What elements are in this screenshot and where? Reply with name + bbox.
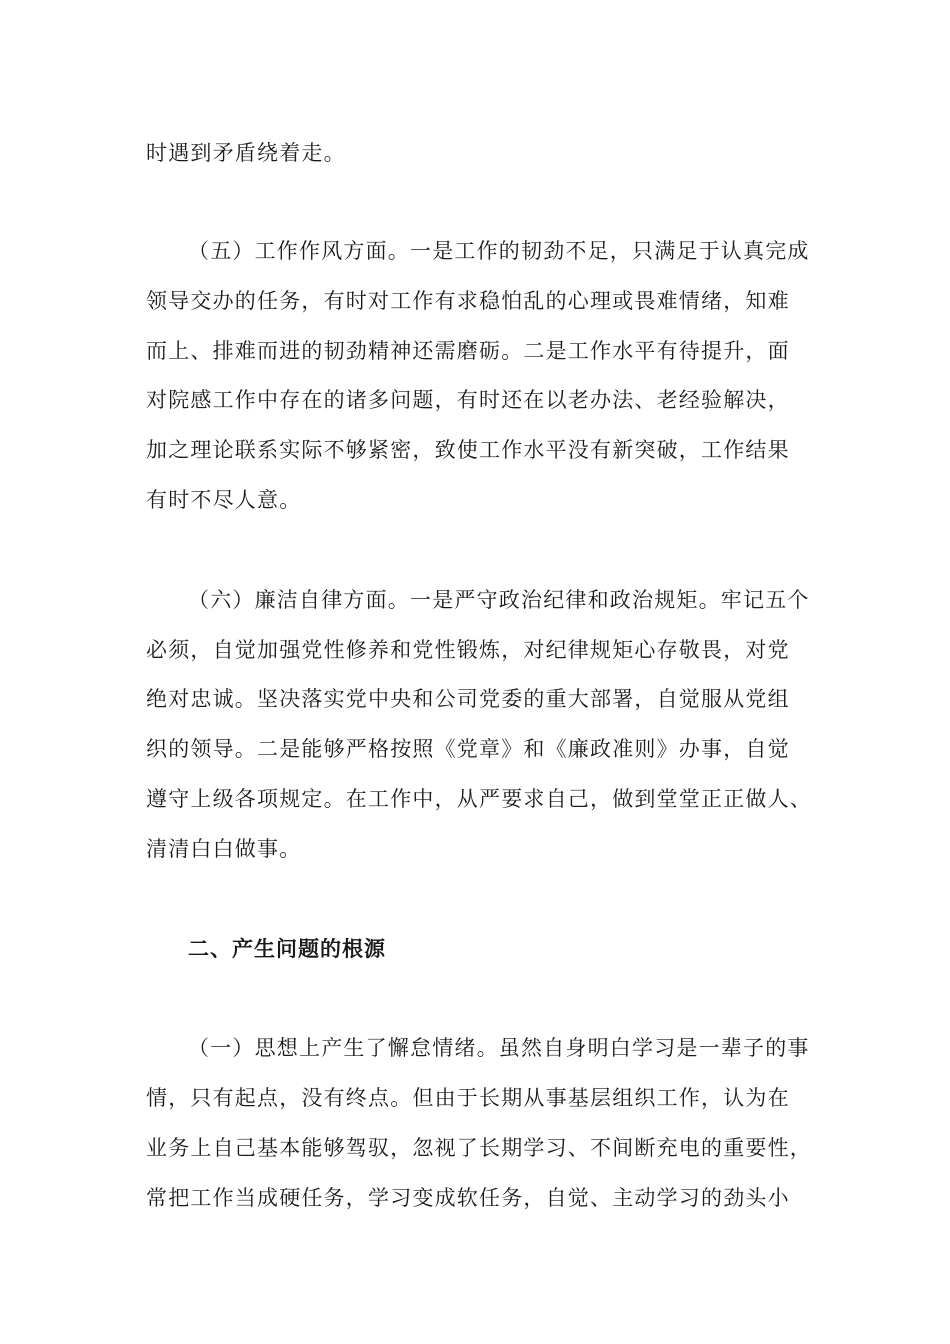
section-heading: 二、产生问题的根源 bbox=[188, 937, 386, 961]
paragraph-line: 遵守上级各项规定。在工作中，从严要求自己，做到堂堂正正做人、 bbox=[146, 787, 812, 811]
paragraph-line: 清清白白做事。 bbox=[146, 837, 302, 861]
paragraph-line: 有时不尽人意。 bbox=[146, 488, 302, 512]
paragraph-line: 加之理论联系实际不够紧密，致使工作水平没有新突破，工作结果 bbox=[146, 438, 790, 462]
paragraph-line: 业务上自己基本能够驾驭，忽视了长期学习、不间断充电的重要性， bbox=[146, 1136, 812, 1160]
paragraph-line: 情，只有起点，没有终点。但由于长期从事基层组织工作，认为在 bbox=[146, 1086, 790, 1110]
paragraph-line: 对院感工作中存在的诸多问题，有时还在以老办法、老经验解决， bbox=[146, 388, 790, 412]
paragraph-line: 领导交办的任务，有时对工作有求稳怕乱的心理或畏难情绪，知难 bbox=[146, 289, 790, 313]
paragraph-line: （五）工作作风方面。一是工作的韧劲不足，只满足于认真完成 bbox=[188, 239, 810, 263]
paragraph-line: （六）廉洁自律方面。一是严守政治纪律和政治规矩。牢记五个 bbox=[188, 588, 810, 612]
paragraph-line: 常把工作当成硬任务，学习变成软任务，自觉、主动学习的劲头小 bbox=[146, 1186, 790, 1210]
paragraph-line: 绝对忠诚。坚决落实党中央和公司党委的重大部署，自觉服从党组 bbox=[146, 687, 790, 711]
paragraph-line: 时遇到矛盾绕着走。 bbox=[146, 141, 346, 165]
paragraph-line: （一）思想上产生了懈怠情绪。虽然自身明白学习是一辈子的事 bbox=[188, 1036, 810, 1060]
paragraph-line: 而上、排难而进的韧劲精神还需磨砺。二是工作水平有待提升，面 bbox=[146, 339, 790, 363]
paragraph-line: 必须，自觉加强党性修养和党性锻炼，对纪律规矩心存敬畏，对党 bbox=[146, 638, 790, 662]
paragraph-line: 织的领导。二是能够严格按照《党章》和《廉政准则》办事，自觉 bbox=[146, 737, 790, 761]
